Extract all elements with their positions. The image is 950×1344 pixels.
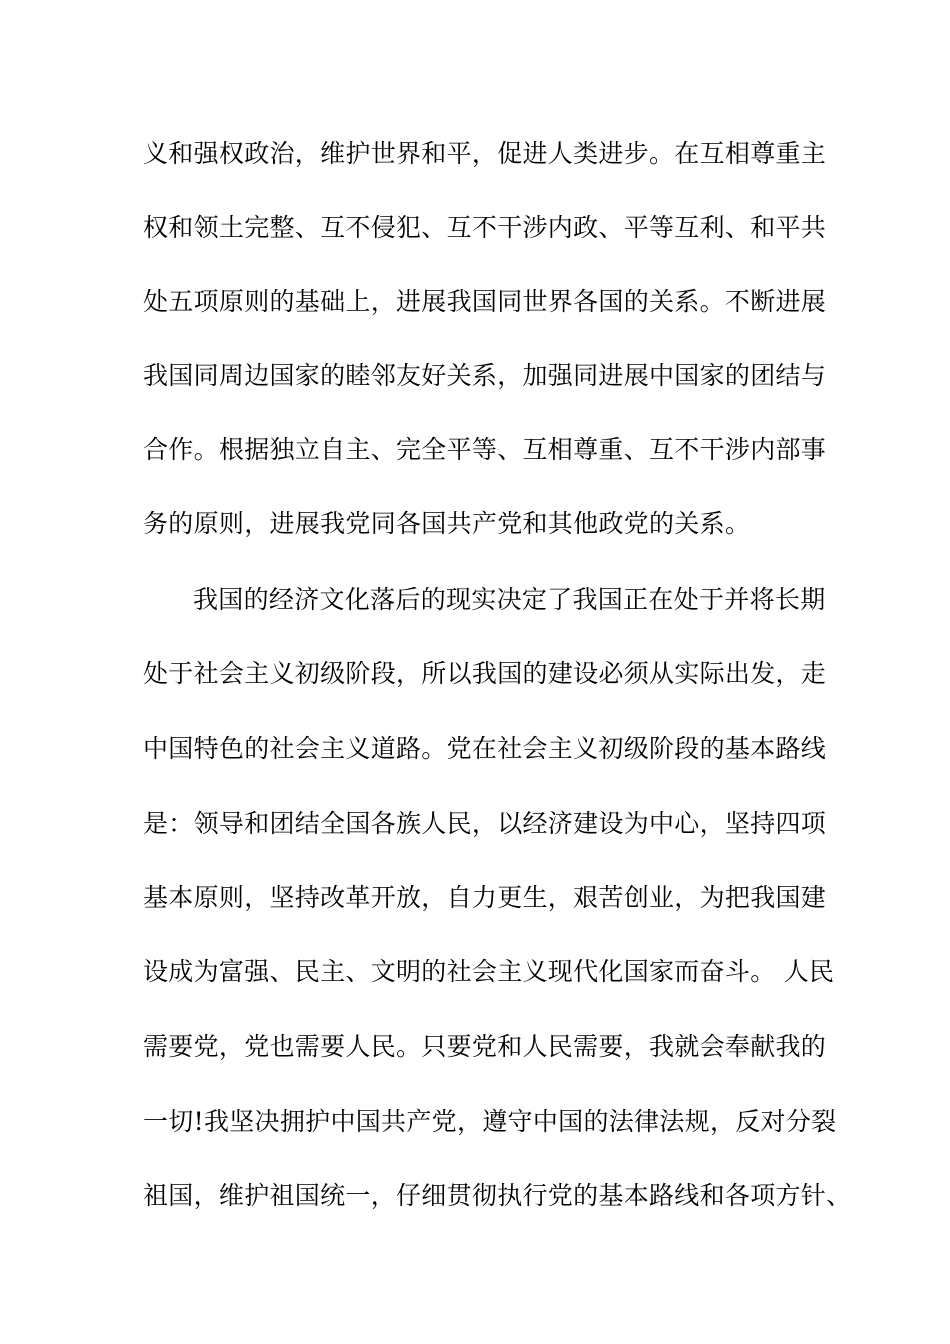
text-line-8: 处于社会主义初级阶段，所以我国的建设必须从实际出发，走 (143, 659, 827, 688)
text-line-3: 处五项原则的基础上，进展我国同世界各国的关系。不断进展 (143, 287, 827, 316)
text-line-15: 祖国，维护祖国统一，仔细贯彻执行党的基本路线和各项方针、 (143, 1181, 852, 1210)
text-line-2: 权和领土完整、互不侵犯、互不干涉内政、平等互利、和平共 (143, 213, 827, 242)
text-line-9: 中国特色的社会主义道路。党在社会主义初级阶段的基本路线 (143, 734, 827, 763)
text-line-13: 需要党，党也需要人民。只要党和人民需要，我就会奉献我的 (143, 1032, 827, 1061)
text-line-11: 基本原则，坚持改革开放，自力更生，艰苦创业，为把我国建 (143, 883, 827, 912)
text-line-12: 设成为富强、民主、文明的社会主义现代化国家而奋斗。 人民 (143, 957, 835, 986)
text-line-6: 务的原则，进展我党同各国共产党和其他政党的关系。 (143, 509, 751, 538)
text-line-1: 义和强权政治，维护世界和平，促进人类进步。在互相尊重主 (143, 139, 827, 168)
text-line-5: 合作。根据独立自主、完全平等、互相尊重、互不干涉内部事 (143, 435, 827, 464)
text-line-10: 是：领导和团结全国各族人民，以经济建设为中心，坚持四项 (143, 809, 827, 838)
text-line-7-paragraph-start: 我国的经济文化落后的现实决定了我国正在处于并将长期 (193, 585, 826, 614)
text-line-4: 我国同周边国家的睦邻友好关系，加强同进展中国家的团结与 (143, 361, 827, 390)
text-line-14: 一切!我坚决拥护中国共产党，遵守中国的法律法规，反对分裂 (143, 1107, 837, 1136)
